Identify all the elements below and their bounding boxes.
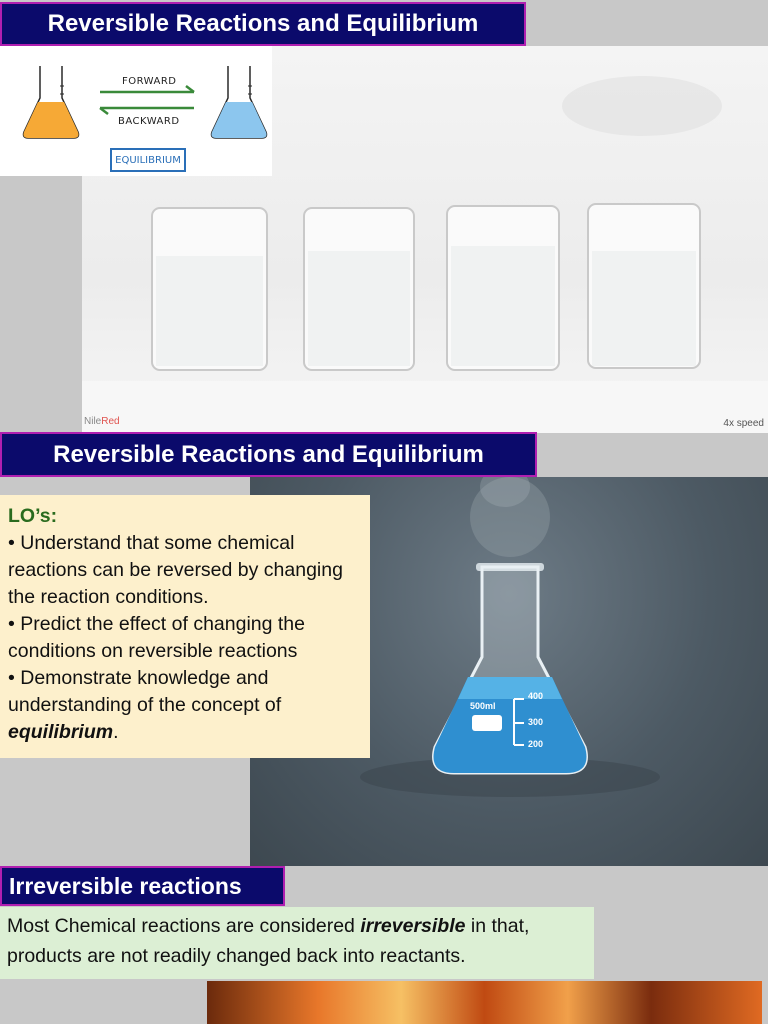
- lo-item-2: • Predict the effect of changing the conditions on reversible reactions: [8, 613, 305, 662]
- section-title-reversible: Reversible Reactions and Equilibrium: [0, 2, 526, 46]
- lo-item-3-text: • Demonstrate knowledge and understanding of the concept of: [8, 667, 282, 716]
- lo-item-3: [8, 665, 362, 746]
- equilibrium-diagram: [0, 46, 272, 176]
- irreversible-text: Most Chemical reactions are considered: [7, 915, 361, 937]
- lo-heading: LO’s:: [8, 505, 58, 527]
- equilibrium-label: EQUILIBRIUM: [110, 148, 186, 172]
- lo-item-1: • Understand that some chemical reactions can be reversed by changing the reaction conditions.: [8, 532, 343, 608]
- flask-mark-200: 200: [528, 739, 544, 749]
- flask-mark-400: 400: [528, 691, 544, 701]
- fire-photo: [207, 981, 762, 1024]
- irreversible-text-suffix: in that, products are not readily changed back into reactants.: [7, 915, 530, 967]
- lo-item-3-suffix: .: [113, 721, 119, 743]
- forward-label: FORWARD: [122, 76, 177, 87]
- backward-label: BACKWARD: [118, 116, 180, 127]
- section-title-irreversible: Irreversible reactions: [0, 866, 285, 906]
- lo-item-3-emphasis: equilibrium: [8, 721, 114, 743]
- watermark-nile: Nile: [84, 416, 102, 427]
- watermark-red: Red: [101, 416, 120, 427]
- learning-objectives: [0, 495, 370, 758]
- irreversible-description: [0, 907, 594, 979]
- flask-mark-300: 300: [528, 717, 544, 727]
- irreversible-emphasis: irreversible: [360, 915, 466, 937]
- photo-watermark: [84, 416, 120, 427]
- flask-capacity-label: 500ml: [470, 701, 496, 711]
- speed-label: 4x speed: [723, 418, 764, 429]
- section-title-reversible-2: Reversible Reactions and Equilibrium: [0, 432, 537, 477]
